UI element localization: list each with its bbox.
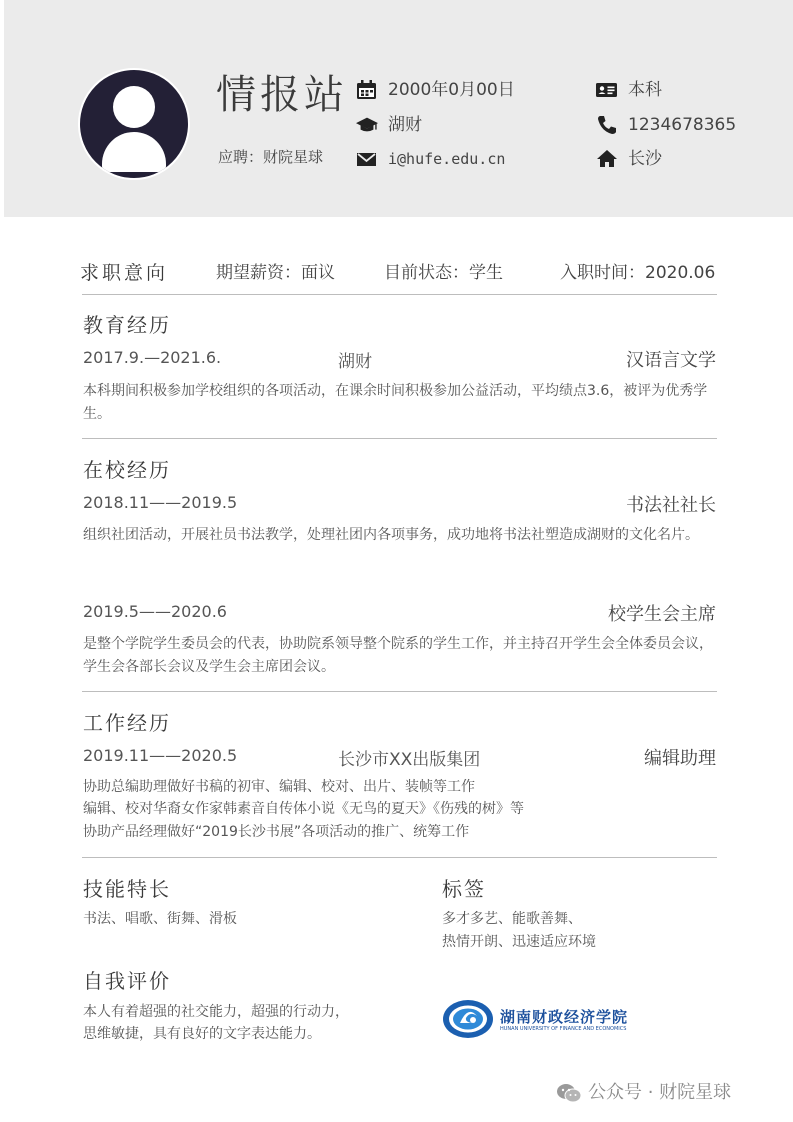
avatar-shoulders <box>102 132 166 172</box>
school-short: 湖财 <box>388 115 422 135</box>
education-major: 汉语言文学 <box>626 350 716 371</box>
candidate-name: 情报站 <box>216 72 348 118</box>
home-icon <box>596 149 618 169</box>
avatar-head <box>113 86 155 128</box>
avatar-icon <box>78 68 190 180</box>
divider <box>82 438 717 439</box>
campus-period: 2018.11——2019.5 <box>83 493 238 512</box>
university-name: 湖南财政经济学院 <box>500 1008 629 1026</box>
watermark <box>556 1078 731 1104</box>
calendar-icon <box>356 80 378 100</box>
work-duty: 协助产品经理做好“2019长沙书展”各项活动的推广、统筹工作 <box>83 824 470 840</box>
work-company: 长沙市XX出版集团 <box>338 750 481 770</box>
section-title-self: 自我评价 <box>83 969 171 993</box>
intent-status: 目前状态：学生 <box>384 263 503 283</box>
tags-line: 热情开朗、迅速适应环境 <box>442 934 596 950</box>
campus-role: 书法社社长 <box>626 495 716 516</box>
education-desc: 本科期间积极参加学校组织的各项活动，在课余时间积极参加公益活动，平均绩点3.6，被评为优秀学生。 <box>83 383 708 422</box>
envelope-icon <box>356 149 378 169</box>
section-title-tags: 标签 <box>442 877 486 901</box>
section-title-campus: 在校经历 <box>83 458 171 482</box>
tags-line: 多才多艺、能歌善舞、 <box>442 911 582 927</box>
university-emblem-icon <box>442 999 494 1039</box>
apply-position: 应聘：财院星球 <box>218 148 324 166</box>
intent-title: 求职意向 <box>80 262 169 284</box>
section-title-education: 教育经历 <box>83 313 171 337</box>
work-duty: 编辑、校对华裔女作家韩素音自传体小说《无鸟的夏天》《伤残的树》等 <box>83 801 524 817</box>
intent-start: 入职时间：2020.06 <box>560 263 716 283</box>
campus-period: 2019.5——2020.6 <box>83 602 227 621</box>
phone-icon <box>596 115 618 135</box>
degree: 本科 <box>628 80 662 100</box>
section-title-work: 工作经历 <box>83 711 171 735</box>
divider <box>82 857 717 858</box>
birth-date: 2000年0月00日 <box>388 80 515 100</box>
id-card-icon <box>596 80 618 100</box>
self-line: 本人有着超强的社交能力，超强的行动力， <box>83 1004 349 1020</box>
education-school: 湖财 <box>338 352 372 372</box>
work-role: 编辑助理 <box>644 748 716 769</box>
self-line: 思维敏捷，具有良好的文字表达能力。 <box>83 1026 321 1042</box>
university-english-name: HUNAN UNIVERSITY OF FINANCE AND ECONOMICS <box>500 1026 627 1032</box>
divider <box>82 691 717 692</box>
graduation-cap-icon <box>356 115 378 135</box>
campus-desc: 组织社团活动，开展社员书法教学，处理社团内各项事务，成功地将书法社塑造成湖财的文化名片。 <box>83 527 699 543</box>
work-duty: 协助总编助理做好书稿的初审、编辑、校对、出片、装帧等工作 <box>83 779 475 795</box>
section-title-skills: 技能特长 <box>83 877 171 901</box>
watermark-text: 公众号 · 财院星球 <box>588 1082 732 1103</box>
campus-role: 校学生会主席 <box>608 604 716 625</box>
email-address: i@hufe.edu.cn <box>388 150 506 168</box>
campus-desc: 是整个学院学生委员会的代表，协助院系领导整个院系的学生工作，并主持召开学生会全体委员会议，学生会各部长会议及学生会主席团会议。 <box>83 636 713 675</box>
university-logo <box>442 999 629 1039</box>
education-period: 2017.9.—2021.6. <box>83 348 222 367</box>
skills-text: 书法、唱歌、街舞、滑板 <box>83 911 237 927</box>
divider <box>82 294 717 295</box>
wechat-icon <box>556 1083 582 1103</box>
intent-salary: 期望薪资：面议 <box>216 263 335 283</box>
phone-number: 1234678365 <box>628 115 737 135</box>
city: 长沙 <box>628 149 662 169</box>
work-period: 2019.11——2020.5 <box>83 746 238 765</box>
